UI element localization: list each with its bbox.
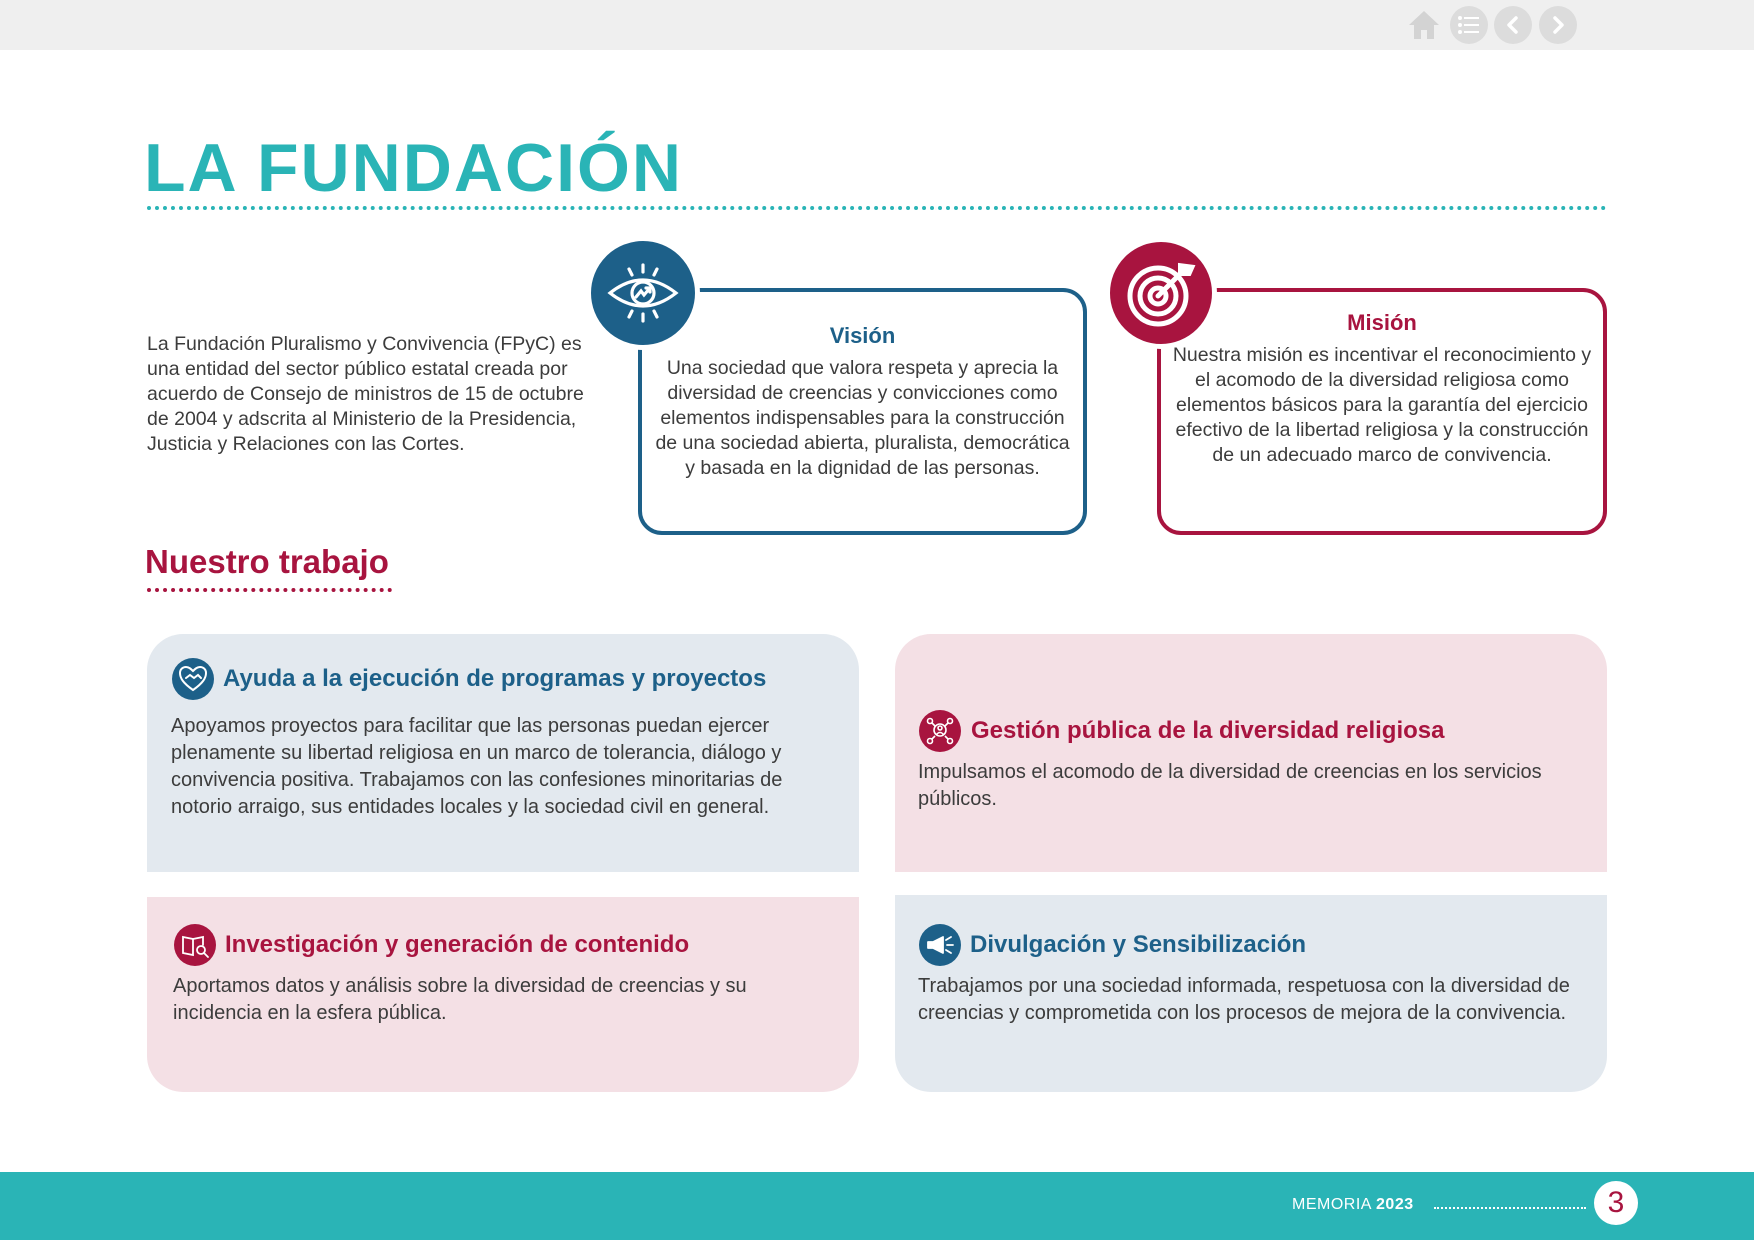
work-card-investigacion xyxy=(147,897,859,1092)
work-text: Trabajamos por una sociedad informada, respetuosa con la diversidad de creencias y comprometida con los procesos de mejora de la convivencia. xyxy=(918,975,1570,1024)
work-title: Divulgación y Sensibilización xyxy=(970,931,1307,958)
list-icon xyxy=(1457,14,1481,36)
work-icon-wrapper xyxy=(919,710,961,752)
intro-text: La Fundación Pluralismo y Convivencia (FPyC) es una entidad del sector público estatal creada por acuerdo de Consejo de ministros de 15 de octubre de 2004 y adscrita al Ministerio de la Presidencia, Justicia y Relaciones con las Cortes. xyxy=(147,333,584,455)
mision-card xyxy=(1157,288,1607,535)
handshake-heart-icon xyxy=(178,665,208,693)
work-title: Investigación y generación de contenido xyxy=(225,931,690,958)
chevron-right-icon xyxy=(1550,16,1566,34)
footer-bar xyxy=(0,1172,1754,1240)
work-icon-wrapper xyxy=(172,658,214,700)
work-title: Ayuda a la ejecución de programas y proyectos xyxy=(223,665,767,692)
mision-heading: Misión xyxy=(1347,310,1417,335)
work-card-gestion-publica xyxy=(895,634,1607,872)
public-management-icon xyxy=(924,715,956,747)
footer-divider xyxy=(1434,1207,1586,1209)
section-heading-nuestro-trabajo: Nuestro trabajo xyxy=(145,543,389,580)
work-icon-wrapper xyxy=(174,924,216,966)
megaphone-icon xyxy=(925,933,955,957)
vision-card xyxy=(638,288,1087,535)
previous-page-button[interactable] xyxy=(1494,6,1532,44)
home-icon xyxy=(1407,9,1441,41)
page-title: LA FUNDACIÓN xyxy=(144,130,683,206)
vision-badge xyxy=(586,236,700,350)
work-title: Gestión pública de la diversidad religiosa xyxy=(971,717,1445,744)
mision-text: Nuestra misión es incentivar el reconocimiento y el acomodo de la diversidad religiosa como elementos básicos para la garantía del ejercicio efectivo de la libertad religiosa y la construcción de un adecuado marco de convivencia. xyxy=(1172,344,1592,466)
page-number: 3 xyxy=(1594,1181,1638,1225)
index-button[interactable] xyxy=(1450,6,1488,44)
work-card-programas xyxy=(147,634,859,872)
title-divider xyxy=(147,206,1607,210)
footer-label xyxy=(1292,1196,1414,1214)
section-divider xyxy=(147,588,392,592)
work-icon-wrapper xyxy=(919,924,961,966)
work-text: Aportamos datos y análisis sobre la diversidad de creencias y su incidencia en la esfera pública. xyxy=(173,975,747,1024)
mision-badge xyxy=(1105,237,1217,349)
next-page-button[interactable] xyxy=(1539,6,1577,44)
vision-text: Una sociedad que valora respeta y aprecia la diversidad de creencias y convicciones como elementos indispensables para la construcción de una sociedad abierta, pluralista, democrática y basada en la dignidad de las personas. xyxy=(655,357,1070,479)
book-search-icon xyxy=(180,931,210,959)
work-card-divulgacion xyxy=(895,895,1607,1092)
work-text: Impulsamos el acomodo de la diversidad de creencias en los servicios públicos. xyxy=(918,761,1542,810)
vision-heading: Visión xyxy=(829,323,896,348)
top-nav-bar xyxy=(0,0,1754,50)
work-text: Apoyamos proyectos para facilitar que las personas puedan ejercer plenamente su libertad religiosa en un marco de tolerancia, diálogo y convivencia positiva. Trabajamos con las confesiones minoritarias de notorio arraigo, sus entidades locales y la sociedad civil en general. xyxy=(171,715,783,818)
footer-memoria: MEMORIA xyxy=(1292,1196,1372,1213)
eye-icon xyxy=(605,263,681,323)
footer-year: 2023 xyxy=(1376,1196,1414,1213)
home-button[interactable] xyxy=(1405,6,1443,44)
target-icon xyxy=(1124,256,1198,330)
chevron-left-icon xyxy=(1505,16,1521,34)
